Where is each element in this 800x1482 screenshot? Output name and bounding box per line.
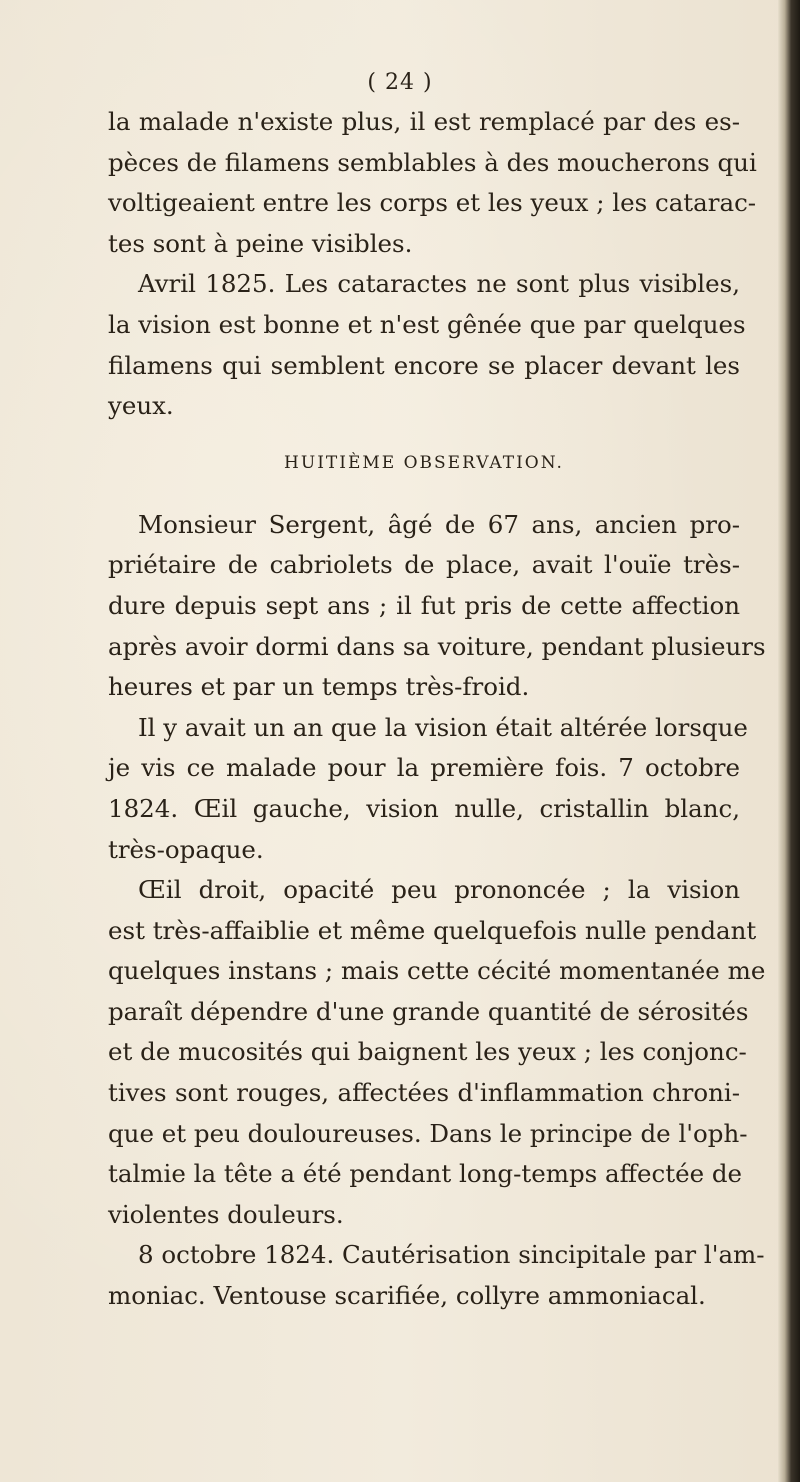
text-line: pèces de filamens semblables à des moucherons qui [108, 147, 757, 177]
text-line: que et peu douloureuses. Dans le principe de l'oph- [108, 1118, 748, 1148]
text-line: et de mucosités qui baignent les yeux ; les conjonc- [108, 1037, 747, 1067]
text-line: priétaire de cabriolets de place, avait l'ouïe très- [108, 550, 740, 580]
text-line: la vision est bonne et n'est gênée que par quelques [108, 309, 746, 339]
text-line: 1824. Œil gauche, vision nulle, cristallin blanc, [108, 793, 740, 823]
text-line: Œil droit, opacité peu prononcée ; la vision [138, 875, 740, 905]
text-line: moniac. Ventouse scarifiée, collyre ammoniacal. [108, 1281, 706, 1311]
text-line: paraît dépendre d'une grande quantité de sérosités [108, 996, 749, 1026]
text-line: dure depuis sept ans ; il fut pris de cette affection [108, 590, 740, 620]
text-line: voltigeaient entre les corps et les yeux ; les catarac- [108, 188, 757, 218]
text-line: quelques instans ; mais cette cécité momentanée me [108, 956, 766, 986]
section-heading: HUITIÈME OBSERVATION. [284, 452, 564, 473]
text-line: talmie la tête a été pendant long-temps affectée de [108, 1159, 743, 1189]
paragraph-4 [108, 708, 748, 870]
text-line: très-opaque. [108, 834, 264, 864]
text-line: Monsieur Sergent, âgé de 67 ans, ancien pro- [138, 509, 740, 539]
paragraph-3 [108, 505, 766, 708]
text-line: yeux. [108, 391, 174, 421]
text-line: la malade n'existe plus, il est remplacé par des es- [108, 107, 740, 136]
page-number: ( 24 ) [367, 70, 433, 95]
text-line: est très-affaiblie et même quelquefois nulle pendant [108, 915, 757, 945]
text-line: Il y avait un an que la vision était altérée lorsque [138, 712, 748, 742]
text-line: Avril 1825. Les cataractes ne sont plus visibles, [138, 269, 740, 299]
body-text [108, 102, 766, 1317]
paragraph-6 [108, 1235, 765, 1316]
binding-edge [778, 0, 800, 1482]
text-line: heures et par un temps très-froid. [108, 672, 530, 702]
text-line: tes sont à peine visibles. [108, 228, 413, 258]
text-line: je vis ce malade pour la première fois. 7 octobre [108, 753, 740, 783]
paragraph-2 [108, 264, 746, 426]
paragraph-5 [108, 870, 766, 1235]
paragraph-1 [108, 102, 757, 264]
text-line: après avoir dormi dans sa voiture, pendant plusieurs [108, 631, 766, 661]
text-line: violentes douleurs. [108, 1199, 344, 1229]
text-line: 8 octobre 1824. Cautérisation sincipitale par l'am- [138, 1240, 765, 1270]
text-line: filamens qui semblent encore se placer devant les [108, 350, 740, 380]
text-line: tives sont rouges, affectées d'inflammation chroni- [108, 1078, 740, 1108]
